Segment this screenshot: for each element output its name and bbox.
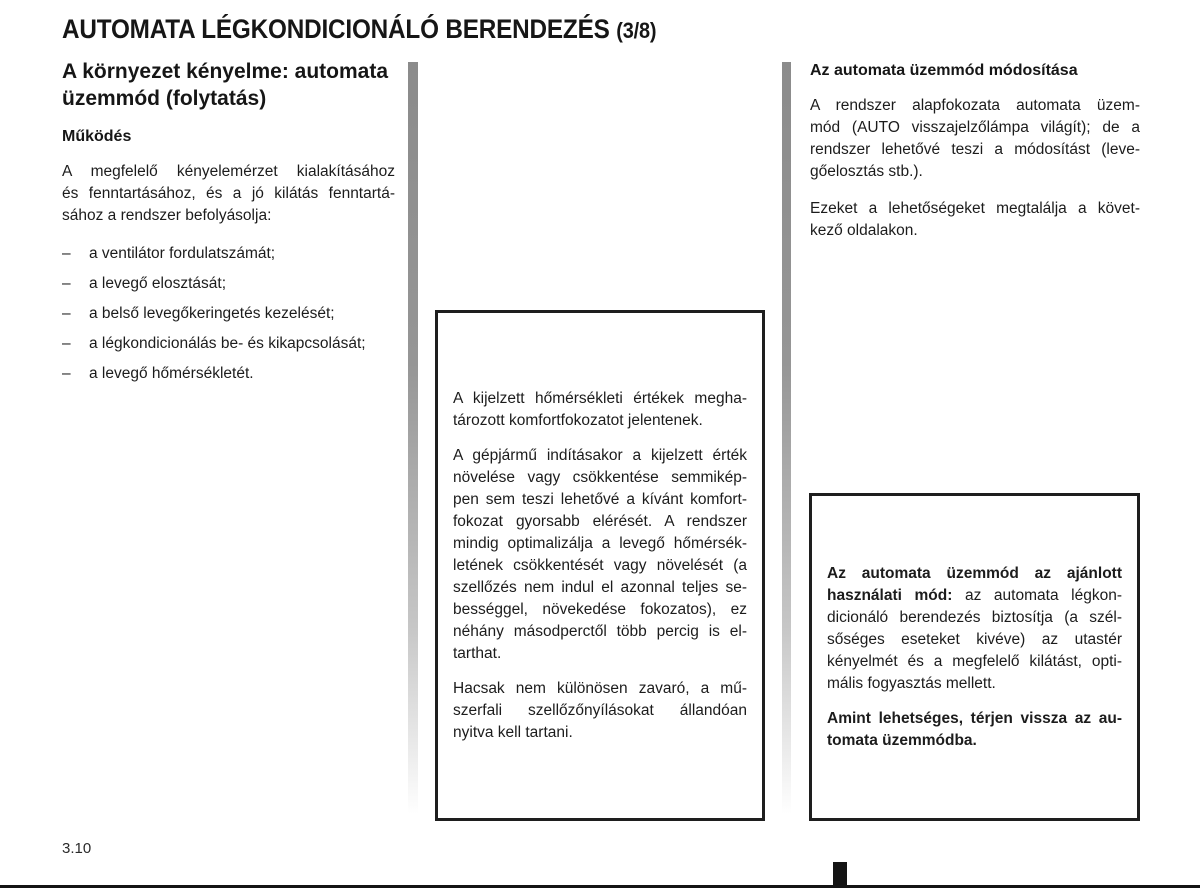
left-column <box>62 58 395 393</box>
note-line: mindig optimalizálja a levegő hőmérsék- <box>453 534 747 552</box>
list-item <box>62 243 395 264</box>
column-divider-right <box>782 62 791 814</box>
note-line <box>827 585 1122 607</box>
dash-bullet-icon: – <box>62 335 71 352</box>
section-heading-line-1: A környezet kényelme: automata <box>62 60 389 83</box>
paragraph-line: A rendszer alapfokozata automata üzem- <box>810 97 1140 114</box>
note-line: Hacsak nem különösen zavaró, a mű- <box>453 679 747 697</box>
list-item-label: a levegő elosztását; <box>89 275 227 292</box>
modify-mode-paragraph <box>810 95 1140 183</box>
paragraph-line: kező oldalakon. <box>810 222 918 239</box>
right-column <box>810 58 1140 242</box>
list-item <box>62 333 395 354</box>
note-paragraph <box>827 563 1122 695</box>
note-line-bold-lead: használati mód: <box>827 586 953 604</box>
column-divider-left <box>408 62 418 814</box>
list-item-label: a légkondicionálás be- és kikapcsolását; <box>89 335 366 352</box>
note-line: mális fogyasztás mellett. <box>827 674 996 692</box>
intro-line: A megfelelő kényelemérzet kialakításához <box>62 163 395 180</box>
page-title-text: AUTOMATA LÉGKONDICIONÁLÓ BERENDEZÉS <box>62 14 610 44</box>
feature-list <box>62 243 395 384</box>
note-line: szerfali szellőzőnyílásokat állandóan <box>453 701 747 719</box>
note-line: kényelmét és a megfelelő kilátást, opti- <box>827 652 1122 670</box>
page-title <box>62 14 656 45</box>
note-line: tarthat. <box>453 644 502 662</box>
paragraph-line: gőelosztás stb.). <box>810 163 923 180</box>
note-line: Az automata üzemmód az ajánlott <box>827 564 1122 582</box>
intro-paragraph <box>62 161 395 227</box>
note-line: fokozat gyorsabb elérését. A rendszer <box>453 512 747 530</box>
intro-line: sához a rendszer befolyásolja: <box>62 207 272 224</box>
note-line: bességgel, növekedése fokozatos), ez <box>453 600 747 618</box>
note-line: A kijelzett hőmérsékleti értékek megha- <box>453 389 747 407</box>
dash-bullet-icon: – <box>62 365 71 382</box>
note-line: Amint lehetséges, térjen vissza az au- <box>827 709 1122 727</box>
note-line: tomata üzemmódba. <box>827 731 977 749</box>
note-paragraph <box>453 678 747 744</box>
list-item-label: a levegő hőmérsékletét. <box>89 365 254 382</box>
modify-mode-heading: Az automata üzemmód módosítása <box>810 62 1078 79</box>
page-number: 3.10 <box>62 840 92 857</box>
note-paragraph <box>453 388 747 432</box>
note-line: növelése vagy csökkentése semmikép- <box>453 468 747 486</box>
list-item-label: a ventilátor fordulatszámát; <box>89 245 276 262</box>
note-line: pen sem teszi lehetővé a kívánt komfort- <box>453 490 747 508</box>
intro-line: és fenntartásához, és a jó kilátás fenntartá- <box>62 185 395 202</box>
dash-bullet-icon: – <box>62 305 71 322</box>
note-line: dicionáló berendezés biztosítja (a szél- <box>827 608 1122 626</box>
note-line: szellőzés nem indul el azonnal teljes se- <box>453 578 747 596</box>
page-title-pagination: (3/8) <box>616 18 657 43</box>
dash-bullet-icon: – <box>62 275 71 292</box>
note-paragraph <box>827 708 1122 752</box>
subsection-heading: Működés <box>62 128 132 145</box>
dash-bullet-icon: – <box>62 245 71 262</box>
section-heading <box>62 58 395 112</box>
note-line: A gépjármű indításakor a kijelzett érték <box>453 446 747 464</box>
paragraph-line: mód (AUTO visszajelzőlámpa világít); de a <box>810 119 1140 136</box>
modify-mode-paragraph <box>810 198 1140 242</box>
note-paragraph <box>453 445 747 665</box>
note-line: néhány másodperctől több percig is el- <box>453 622 747 640</box>
recommended-mode-box <box>809 493 1140 821</box>
note-line: sőséges eseteket kivéve) az utastér <box>827 630 1122 648</box>
paragraph-line: Ezeket a lehetőségeket megtalálja a követ- <box>810 200 1140 217</box>
list-item <box>62 303 395 324</box>
note-line: tározott komfortfokozatot jelentenek. <box>453 411 703 429</box>
paragraph-line: rendszer lehetővé teszi a módosítást (leve- <box>810 141 1140 158</box>
note-line-rest: az automata légkon- <box>952 586 1122 604</box>
section-heading-line-2: üzemmód (folytatás) <box>62 87 267 110</box>
note-line: letének csökkentését vagy növelését (a <box>453 556 747 574</box>
temperature-note-box <box>435 310 765 821</box>
list-item-label: a belső levegőkeringetés kezelését; <box>89 305 335 322</box>
list-item <box>62 363 395 384</box>
note-line: nyitva kell tartani. <box>453 723 573 741</box>
list-item <box>62 273 395 294</box>
